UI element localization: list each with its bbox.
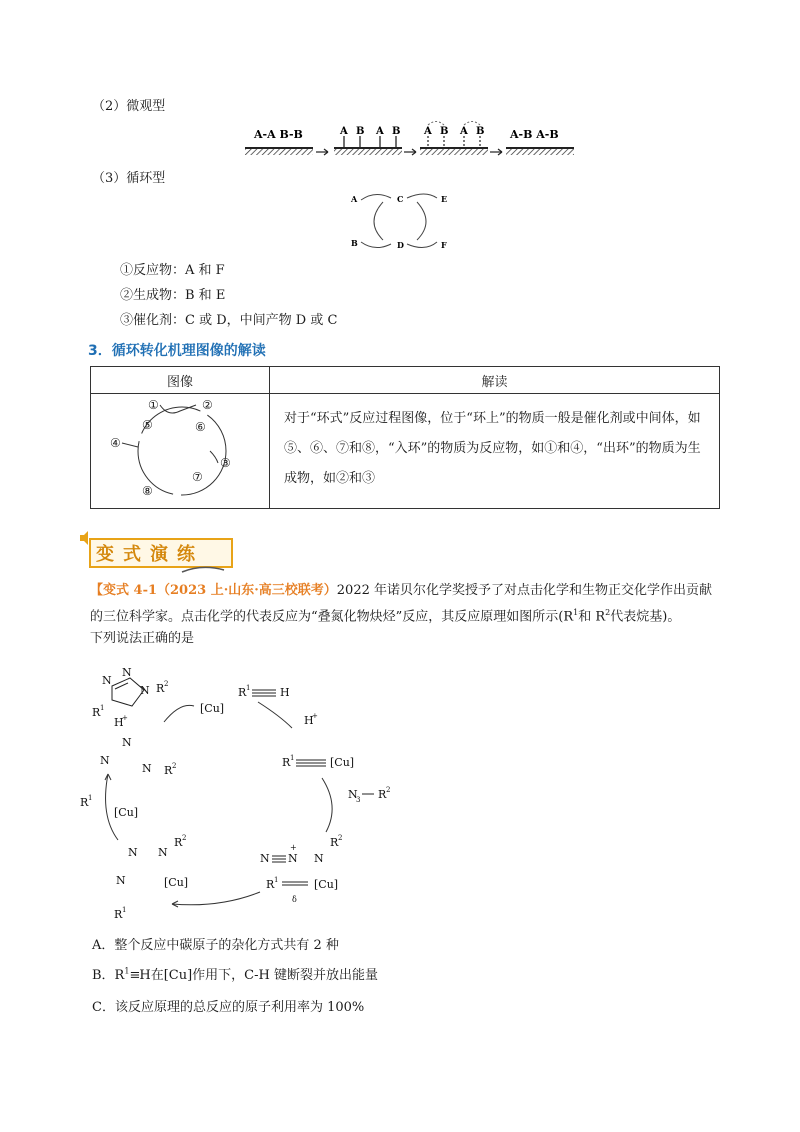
svg-text:R: R [378, 788, 387, 801]
svg-text:N: N [288, 852, 298, 865]
svg-text:N: N [122, 666, 132, 679]
banner-title: 变式演练 [96, 544, 204, 565]
micro-stage1-label: A-A B-B [254, 128, 303, 141]
circle-num: ⑤ [142, 418, 153, 432]
interpretation-table [90, 366, 720, 509]
list-item: ①反应物：A 和 F [120, 263, 225, 278]
table-header: 图像 [91, 367, 270, 394]
circle-num: ⑦ [192, 470, 203, 484]
svg-text:N: N [314, 852, 324, 865]
list-item: ③催化剂：C 或 D，中间产物 D 或 C [120, 313, 338, 328]
circle-num: ① [148, 398, 159, 412]
svg-text:1: 1 [88, 794, 93, 802]
svg-text:[Cu]: [Cu] [164, 876, 189, 889]
svg-text:+: + [290, 843, 297, 852]
atom-label-a: A [460, 126, 468, 137]
surface-4 [506, 147, 574, 149]
svg-text:3: 3 [356, 796, 361, 804]
svg-text:N: N [142, 762, 152, 775]
circle-num: ④ [110, 436, 121, 450]
label-a: A [351, 194, 358, 204]
atom-label-b: B [440, 126, 449, 137]
svg-text:δ: δ [292, 895, 297, 904]
list-item: ②生成物：B 和 E [120, 288, 226, 303]
svg-text:N: N [100, 754, 110, 767]
svg-text:2: 2 [386, 786, 391, 794]
label-d: D [397, 240, 404, 250]
svg-text:+: + [122, 714, 128, 722]
atom-label-a: A [424, 126, 432, 137]
svg-text:N: N [116, 874, 126, 887]
svg-text:R: R [330, 836, 339, 849]
label-c: C [397, 194, 404, 204]
atom-label-a: A [340, 126, 348, 137]
svg-text:2: 2 [182, 834, 187, 842]
label-b: B [351, 238, 358, 248]
svg-text:N: N [102, 674, 112, 687]
surface-3 [420, 147, 488, 149]
svg-text:2: 2 [338, 834, 343, 842]
svg-text:R: R [266, 878, 275, 891]
svg-text:1: 1 [100, 704, 105, 712]
svg-text:N: N [122, 736, 132, 749]
micro-diagram [240, 120, 580, 160]
mechanism-diagram [60, 656, 420, 928]
catalyst-label: [Cu] [200, 702, 225, 715]
circle-num: ⑧ [142, 484, 153, 498]
svg-text:H: H [304, 714, 314, 727]
surface-1 [245, 147, 313, 149]
svg-text:R: R [282, 756, 291, 769]
interpretation-text: 对于“环式”反应过程图像，位于“环上”的物质一般是催化剂或中间体，如⑤、⑥、⑦和⑧，“入环”的物质为反应物，如①和④，“出环”的物质为生成物，如②和③ [270, 394, 720, 509]
svg-text:R: R [238, 686, 247, 699]
svg-text:N: N [128, 846, 138, 859]
circle-num: ③ [220, 456, 231, 470]
svg-text:R: R [92, 706, 101, 719]
svg-text:R: R [164, 764, 173, 777]
cycle-figure-cell [91, 394, 270, 509]
atom-label-b: B [356, 126, 365, 137]
banner-swoosh-icon [180, 566, 226, 574]
svg-text:[Cu]: [Cu] [330, 756, 355, 769]
atom-label-b: B [476, 126, 485, 137]
circle-num: ② [202, 398, 213, 412]
label-f: F [441, 240, 447, 250]
ring-figure [92, 395, 268, 503]
label-e: E [441, 194, 448, 204]
atom-label-a: A [376, 126, 384, 137]
svg-text:+: + [312, 712, 318, 720]
circle-num: ⑥ [195, 420, 206, 434]
heading-3: 3．循环转化机理图像的解读 [88, 343, 266, 359]
option-a: A．整个反应中碳原子的杂化方式共有 2 种 [92, 938, 339, 953]
svg-text:N: N [140, 684, 150, 697]
problem-text: 【变式 4-1（2023 上·山东·高三校联考）2022 年诺贝尔化学奖授予了对点击化学和生物正交化学作出贡献 的三位科学家。点击化学的代表反应为“叠氮化物炔烃”反应，其反应原理如图所示($R^1$和 $R^2$代表烷基)。 下列说法正确的是 [90, 583, 712, 647]
svg-text:[Cu]: [Cu] [314, 878, 339, 891]
section-micro-title: （2）微观型 [92, 99, 166, 114]
cycle-diagram [345, 188, 455, 254]
svg-text:H: H [114, 716, 124, 729]
problem-tag: 【变式 4-1（2023 上·山东·高三校联考） [90, 583, 337, 598]
svg-text:R: R [156, 682, 165, 695]
svg-text:2: 2 [164, 680, 169, 688]
svg-text:N: N [260, 852, 270, 865]
atom-label-b: B [392, 126, 401, 137]
option-b: B．$R^1\equiv H$在[Cu]作用下，C-H 键断裂并放出能量 [92, 966, 378, 983]
option-c: C．该反应原理的总反应的原子利用率为 100% [92, 1000, 365, 1015]
table-header: 解读 [270, 367, 720, 394]
surface-2 [334, 147, 402, 149]
svg-text:N: N [158, 846, 168, 859]
svg-text:1: 1 [122, 906, 127, 914]
svg-text:R: R [80, 796, 89, 809]
svg-text:R: R [114, 908, 123, 921]
svg-text:[Cu]: [Cu] [114, 806, 139, 819]
svg-text:1: 1 [290, 754, 295, 762]
svg-text:H: H [280, 686, 290, 699]
svg-text:1: 1 [274, 876, 279, 884]
svg-text:2: 2 [172, 762, 177, 770]
section-cycle-title: （3）循环型 [92, 171, 166, 186]
micro-stage4-label: A-B A-B [510, 128, 559, 141]
svg-text:N: N [348, 788, 358, 801]
svg-text:R: R [174, 836, 183, 849]
svg-text:1: 1 [246, 684, 251, 692]
